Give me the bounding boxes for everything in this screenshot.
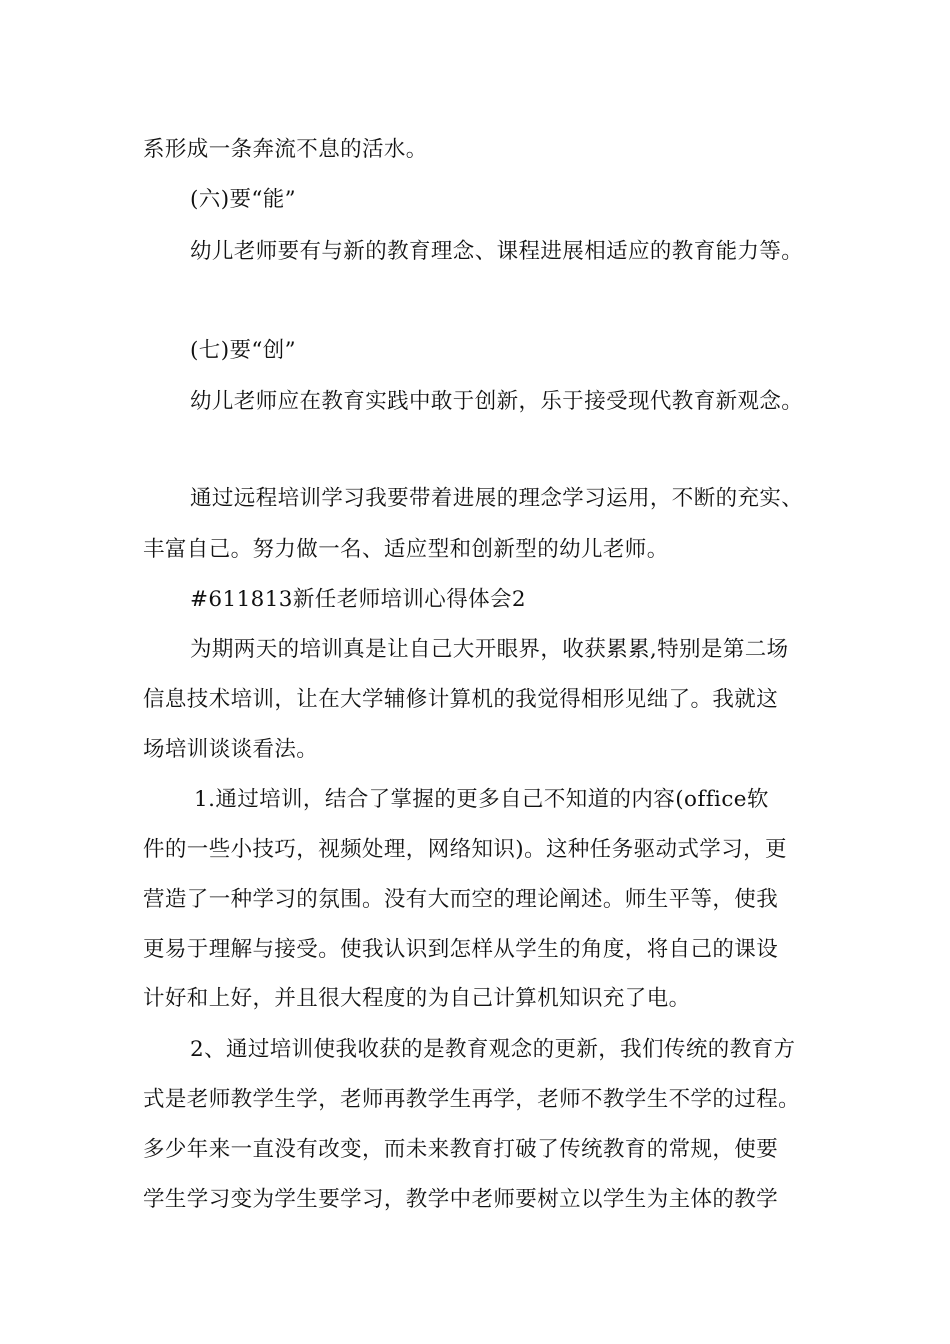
text-line: 丰富自己。努力做一名、适应型和创新型的幼儿老师。 bbox=[143, 537, 669, 562]
text-line: 件的一些小技巧，视频处理，网络知识)。这种任务驱动式学习，更 bbox=[143, 837, 787, 862]
text-line: 计好和上好，并且很大程度的为自己计算机知识充了电。 bbox=[143, 986, 691, 1011]
section-heading: (六)要“能” bbox=[190, 187, 297, 212]
text-line: 通过远程培训学习我要带着进展的理念学习运用，不断的充实、 bbox=[190, 486, 804, 511]
text-line: 幼儿老师要有与新的教育理念、课程进展相适应的教育能力等。 bbox=[190, 239, 804, 264]
section-heading: (七)要“创” bbox=[190, 338, 297, 363]
text-line: 多少年来一直没有改变，而未来教育打破了传统教育的常规，使要 bbox=[143, 1137, 779, 1162]
text-line: 系形成一条奔流不息的活水。 bbox=[143, 137, 428, 162]
article-title: #611813新任老师培训心得体会2 bbox=[190, 587, 526, 612]
text-line: 学生学习变为学生要学习，教学中老师要树立以学生为主体的教学 bbox=[143, 1187, 779, 1212]
text-line: 式是老师教学生学，老师再教学生再学，老师不教学生不学的过程。 bbox=[143, 1087, 801, 1112]
text-line: 2、通过培训使我收获的是教育观念的更新，我们传统的教育方 bbox=[190, 1037, 796, 1062]
text-line: 为期两天的培训真是让自己大开眼界，收获累累,特别是第二场 bbox=[190, 637, 789, 662]
text-line: 场培训谈谈看法。 bbox=[143, 737, 319, 762]
text-line: 信息技术培训，让在大学辅修计算机的我觉得相形见绌了。我就这 bbox=[143, 687, 779, 712]
text-line: 1.通过培训，结合了掌握的更多自己不知道的内容(office软 bbox=[194, 787, 769, 812]
text-line: 营造了一种学习的氛围。没有大而空的理论阐述。师生平等，使我 bbox=[143, 887, 779, 912]
text-line: 更易于理解与接受。使我认识到怎样从学生的角度，将自己的课设 bbox=[143, 937, 779, 962]
text-line: 幼儿老师应在教育实践中敢于创新，乐于接受现代教育新观念。 bbox=[190, 389, 804, 414]
